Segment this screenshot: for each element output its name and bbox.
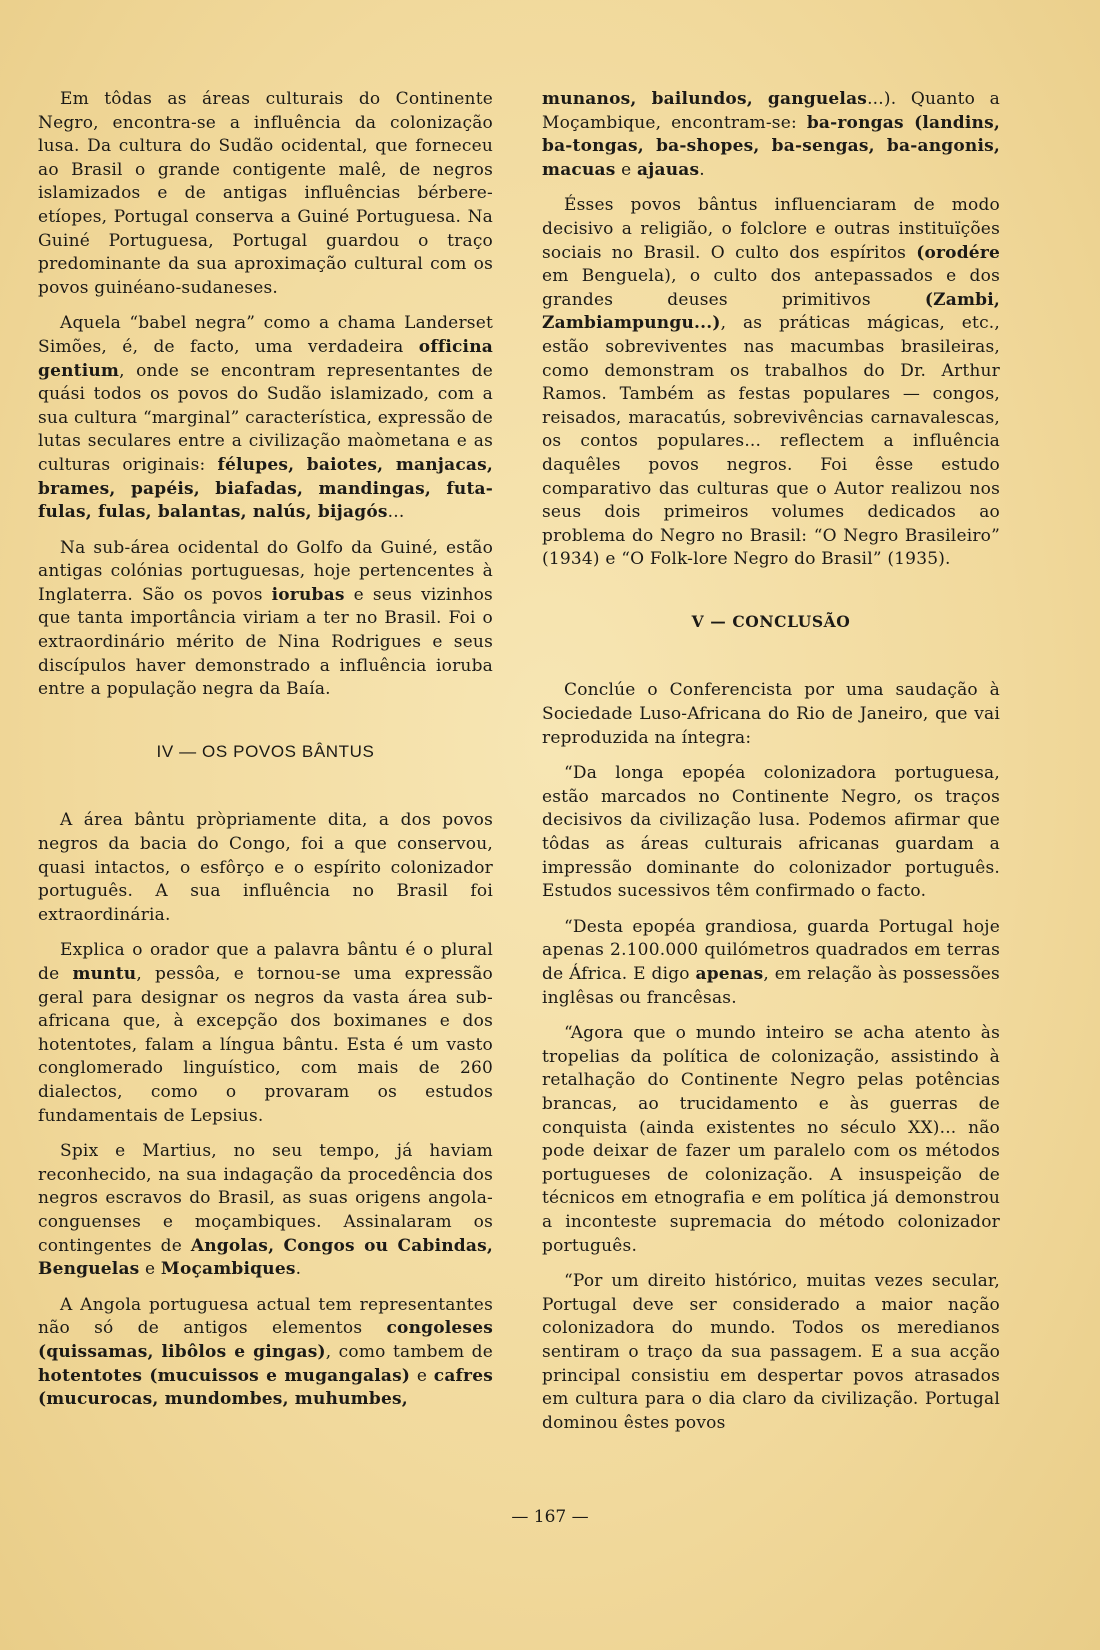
paragraph: Em tôdas as áreas culturais do Continente Negro, encontra-se a influência da colonização lusa. Da cultura do Sudão ocidental, que forneceu ao Brasil o grande contigente malê, de negros islamizados e de antigas influências bérbere-etíopes, Portugal conserva a Guiné Portuguesa. Na Guiné Portuguesa, Portugal guardou o traço predominante da sua aproximação cultural com os povos guinéano-sudaneses. xyxy=(38,89,493,298)
paragraph: “Da longa epopéa colonizadora portuguesa, estão marcados no Continente Negro, os traços decisivos da civilização lusa. Podemos afirmar que tôdas as áreas culturais africanas guardam a impressão dominante do colonizador português. Estudos sucessivos têm confirmado o facto. xyxy=(542,763,1000,902)
paragraph: Conclúe o Conferencista por uma saudação à Sociedade Luso-Africana do Rio de Janeiro, que vai reproduzida na íntegra: xyxy=(542,680,1000,748)
paragraph: Ésses povos bântus influenciaram de modo decisivo a religião, o folclore e outras instituïções sociais no Brasil. O culto dos espíritos (orodére em Benguela), o culto dos antepassados e dos grandes deuses primitivos (Zambi, Zambiampungu...), as práticas mágicas, etc., estão sobreviventes nas macumbas brasileiras, como demonstram os trabalhos do Dr. Arthur Ramos. Também as festas populares — congos, reisados, maracatús, sobrevivências carnavalescas, os contos populares... reflectem a influência daquêles povos negros. Foi êsse estudo comparativo das culturas que o Autor realizou nos seus dois primeiros volumes dedicados ao problema do Negro no Brasil: “O Negro Brasileiro” (1934) e “O Folk-lore Negro do Brasil” (1935). xyxy=(542,195,1000,570)
paragraph: munanos, bailundos, ganguelas...). Quanto a Moçambique, encontram-se: ba-rongas (landins, ba-tongas, ba-shopes, ba-sengas, ba-angonis, macuas e ajauas. xyxy=(542,89,1001,180)
right-column xyxy=(542,88,1000,1447)
paragraph: Spix e Martius, no seu tempo, já haviam reconhecido, na sua indagação da procedência dos negros escravos do Brasil, as suas origens angola-conguenses e moçambiques. Assinalaram os contingentes de Angolas, Congos ou Cabindas, Benguelas e Moçambiques. xyxy=(38,1141,493,1280)
section-heading-v: V — CONCLUSÃO xyxy=(691,611,851,631)
paragraph: “Agora que o mundo inteiro se acha atento às tropelias da política de colonização, assistindo à retalhação do Continente Negro pelas potências brancas, ao trucidamento e às guerras de conquista (ainda existentes no século XX)... não pode deixar de fazer um paralelo com os métodos portugueses de colonização. A insuspeição de técnicos em etnografia e em política já demonstrou a inconteste supremacia do método colonizador português. xyxy=(542,1023,1000,1256)
page-number: — 167 — xyxy=(511,1507,589,1527)
paragraph: Aquela “babel negra” como a chama Landerset Simões, é, de facto, uma verdadeira officina gentium, onde se encontram representantes de quási todos os povos do Sudão islamizado, com a sua cultura “marginal” característica, expressão de lutas seculares entre a civilização maòmetana e as culturas originais: félupes, baiotes, manjacas, brames, papéis, biafadas, mandingas, futa-fulas, fulas, balantas, nalús, bijagós... xyxy=(38,313,494,523)
paragraph: “Por um direito histórico, muitas vezes secular, Portugal deve ser considerado a maior nação colonizadora do mundo. Todos os meredianos sentiram o traço da sua passagem. E a sua acção principal consistiu em despertar povos atrasados em cultura para o dia claro da civilização. Portugal dominou êstes povos xyxy=(542,1271,1000,1433)
section-heading-iv: IV — OS POVOS BÂNTUS xyxy=(156,741,375,761)
paragraph: Na sub-área ocidental do Golfo da Guiné, estão antigas colónias portuguesas, hoje pertencentes à Inglaterra. São os povos iorubas e seus vizinhos que tanta importância viriam a ter no Brasil. Foi o extraordinário mérito de Nina Rodrigues e seus discípulos haver demonstrado a influência ioruba entre a população negra da Baía. xyxy=(38,537,493,700)
paragraph: A Angola portuguesa actual tem representantes não só de antigos elementos congoleses (quissamas, libôlos e gingas), como tambem de hotentotes (mucuissos e mugangalas) e cafres (mucurocas, mundombes, muhumbes, xyxy=(38,1294,493,1410)
paragraph: Explica o orador que a palavra bântu é o plural de muntu, pessôa, e tornou-se uma expressão geral para designar os negros da vasta área sub-africana que, à excepção dos boximanes e dos hotentotes, falam a língua bântu. Esta é um vasto conglomerado linguístico, com mais de 260 dialectos, como o provaram os estudos fundamentais de Lepsius. xyxy=(38,940,493,1126)
paragraph: A área bântu pròpriamente dita, a dos povos negros da bacia do Congo, foi a que conservou, quasi intactos, o esfôrço e o espírito colonizador português. A sua influência no Brasil foi extraordinária. xyxy=(38,810,493,925)
left-column xyxy=(38,88,493,1424)
paragraph: “Desta epopéa grandiosa, guarda Portugal hoje apenas 2.100.000 quilómetros quadrados em terras de África. E digo apenas, em relação às possessões inglêsas ou francêsas. xyxy=(542,916,1000,1008)
